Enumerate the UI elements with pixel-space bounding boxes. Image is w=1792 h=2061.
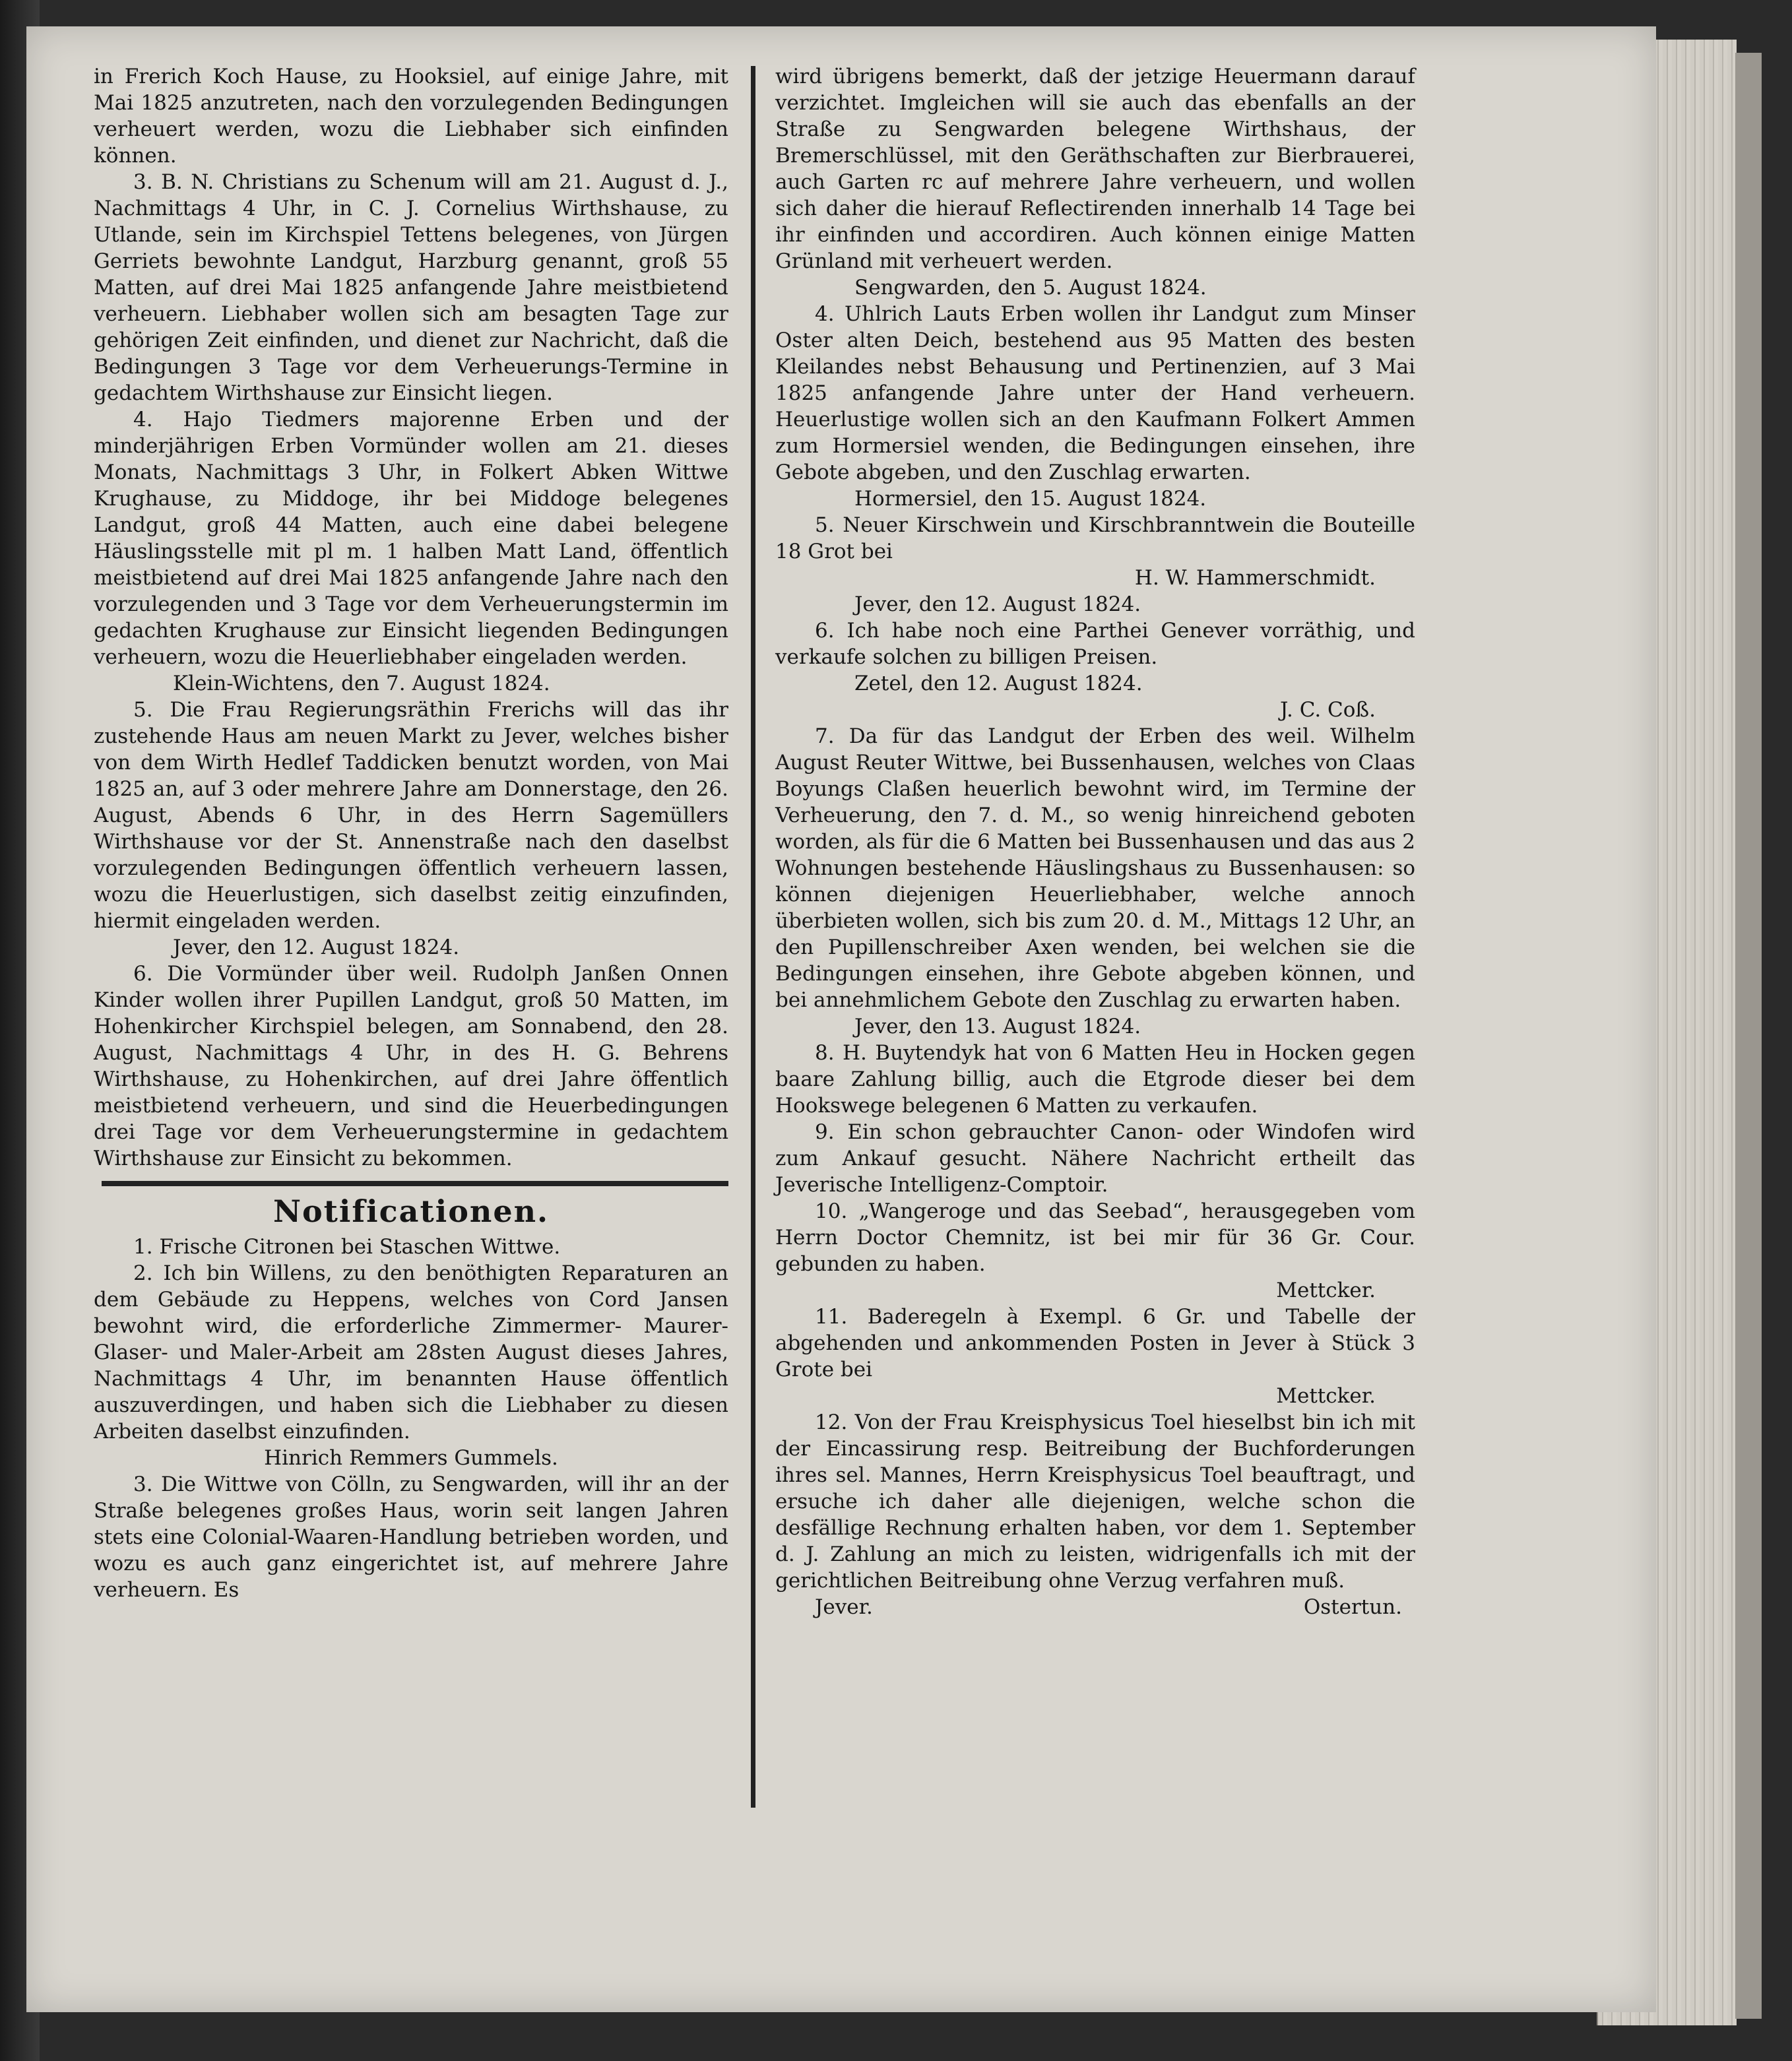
- section-title: Notificationen.: [272, 1193, 550, 1229]
- notification-5: 5. Neuer Kirschwein und Kirschbranntwein die Bouteille 18 Grot bei: [775, 513, 1415, 563]
- column-divider: [751, 66, 755, 1808]
- notification-11-signature: Mettcker.: [1276, 1384, 1376, 1408]
- notification-5-signature: H. W. Hammerschmidt.: [1134, 566, 1376, 590]
- notification-3-date: Sengwarden, den 5. August 1824.: [854, 276, 1207, 300]
- notification-1: 1. Frische Citronen bei Staschen Wittwe.: [133, 1235, 561, 1259]
- notification-9: 9. Ein schon gebrauchter Canon- oder Windofen wird zum Ankauf gesucht. Nähere Nachricht ertheilt das Jeverische Intelligenz-Comptoir.: [775, 1120, 1415, 1197]
- notification-10-signature: Mettcker.: [1276, 1279, 1376, 1302]
- notification-7: 7. Da für das Landgut der Erben des weil. Wilhelm August Reuter Wittwe, bei Bussenhausen, welches von Claas Boyungs Claßen heuerlich bewohnt wird, im Termine der Verheuerung, den 7. d. M., so wenig hinreichend geboten worden, als für die 6 Matten bei Bussenhausen und das aus 2 Wohnungen bestehende Häuslingshaus zu Bussenhausen: so können diejenigen Heuerliebhaber, welche annoch überbieten wollen, sich bis zum 20. d. M., Mittags 12 Uhr, an den Pupillenschreiber Axen wenden, bei welchen sie die Bedingungen einsehen, ihre Gebote abgeben können, und bei annehmlichem Gebote den Zuschlag zu erwarten haben.: [775, 724, 1415, 1012]
- notification-3: 3. Die Wittwe von Cölln, zu Sengwarden, will ihr an der Straße belegenes großes Haus, worin seit langen Jahren stets eine Colonial-Waaren-Handlung betrieben worden, und wozu es auch ganz eingerichtet ist, auf mehrere Jahre verheuern. Es: [94, 1473, 728, 1602]
- notice-4-date: Klein-Wichtens, den 7. August 1824.: [173, 672, 550, 695]
- notification-4: 4. Uhlrich Lauts Erben wollen ihr Landgut zum Minser Oster alten Deich, bestehend aus 95 Matten des besten Kleilandes nebst Behausung und Pertinenzien, auf 3 Mai 1825 anfangende Jahre unter der Hand verheuern. Heuerlustige wollen sich an den Kaufmann Folkert Ammen zum Hormersiel wenden, die Bedingungen einsehen, ihre Gebote abgeben, und den Zuschlag erwarten.: [775, 302, 1415, 484]
- notification-2-signature: Hinrich Remmers Gummels.: [264, 1446, 558, 1470]
- notification-5-date: Jever, den 12. August 1824.: [854, 592, 1141, 616]
- notification-12-place: Jever.: [815, 1595, 873, 1619]
- notification-12-signature: Ostertun.: [1303, 1595, 1402, 1619]
- right-column: [775, 63, 1415, 1620]
- notice-5-date: Jever, den 12. August 1824.: [173, 935, 460, 959]
- notice-6: 6. Die Vormünder über weil. Rudolph Janßen Onnen Kinder wollen ihrer Pupillen Landgut, groß 50 Matten, im Hohenkircher Kirchspiel belegen, am Sonnabend, den 28. August, Nachmittags 4 Uhr, in des H. G. Behrens Wirthshause, zu Hohenkirchen, auf drei Jahre öffentlich meistbietend verheuern, und sind die Heuerbedingungen drei Tage vor dem Verheuerungstermine in gedachtem Wirthshause zur Einsicht zu bekommen.: [94, 962, 728, 1170]
- notification-6-date: Zetel, den 12. August 1824.: [854, 672, 1143, 695]
- notification-11: 11. Baderegeln à Exempl. 6 Gr. und Tabelle der abgehenden und ankommenden Posten in Jever à Stück 3 Grote bei: [775, 1305, 1415, 1381]
- notification-6: 6. Ich habe noch eine Parthei Genever vorräthig, und verkaufe solchen zu billigen Preisen.: [775, 619, 1415, 669]
- notification-4-date: Hormersiel, den 15. August 1824.: [854, 487, 1207, 511]
- notification-12-footer: [775, 1594, 1415, 1620]
- notification-8: 8. H. Buytendyk hat von 6 Matten Heu in Hocken gegen baare Zahlung billig, auch die Etgrode dieser bei dem Hookswege belegenen 6 Matten zu verkaufen.: [775, 1041, 1415, 1118]
- page-stack-shadow: [1735, 53, 1762, 2019]
- notice-4: 4. Hajo Tiedmers majorenne Erben und der minderjährigen Erben Vormünder wollen am 21. dieses Monats, Nachmittags 3 Uhr, in Folkert Abken Wittwe Krughause, zu Middoge, ihr bei Middoge belegenes Landgut, groß 44 Matten, auch eine dabei belegene Häuslingsstelle mit pl m. 1 halben Matt Land, öffentlich meistbietend auf drei Mai 1825 anfangende Jahre nach den vorzulegenden und 3 Tage vor dem Verheuerungstermin im gedachten Krughause zur Einsicht liegenden Bedingungen verheuern, wozu die Heuerliebhaber eingeladen werden.: [94, 408, 728, 669]
- notice-continuation: in Frerich Koch Hause, zu Hooksiel, auf einige Jahre, mit Mai 1825 anzutreten, nach den vorzulegenden Bedingungen verheuert werden, wozu die Liebhaber sich einfinden können.: [94, 65, 728, 168]
- notification-6-signature: J. C. Coß.: [1280, 698, 1376, 722]
- notification-7-date: Jever, den 13. August 1824.: [854, 1015, 1141, 1038]
- notification-12: 12. Von der Frau Kreisphysicus Toel hieselbst bin ich mit der Eincassirung resp. Beitreibung der Buchforderungen ihres sel. Mannes, Herrn Kreisphysicus Toel beauftragt, und ersuche ich daher alle diejenigen, welche schon die desfällige Rechnung erhalten haben, vor dem 1. September d. J. Zahlung an mich zu leisten, widrigenfalls ich mit der gerichtlichen Beitreibung ohne Verzug verfahren muß.: [775, 1411, 1415, 1593]
- left-column: [94, 63, 728, 1603]
- notice-3: 3. B. N. Christians zu Schenum will am 21. August d. J., Nachmittags 4 Uhr, in C. J. Cornelius Wirthshause, zu Utlande, sein im Kirchspiel Tettens belegenes, von Jürgen Gerriets bewohnte Landgut, Harzburg genannt, groß 55 Matten, auf drei Mai 1825 anfangende Jahre meistbietend verheuern. Liebhaber wollen sich am besagten Tage zur gehörigen Zeit einfinden, und dienet zur Nachricht, daß die Bedingungen 3 Tage vor dem Verheuerungs-Termine in gedachtem Wirthshause zur Einsicht liegen.: [94, 170, 728, 405]
- notification-3-continued: wird übrigens bemerkt, daß der jetzige Heuermann darauf verzichtet. Imgleichen will sie auch das ebenfalls an der Straße zu Sengwarden belegene Wirthshaus, der Bremerschlüssel, mit den Geräthschaften zur Bierbrauerei, auch Garten rc auf mehrere Jahre verheuern, und wollen sich daher die hierauf Reflectirenden innerhalb 14 Tage bei ihr einfinden und accordiren. Auch können einige Matten Grünland mit verheuert werden.: [775, 65, 1415, 273]
- notification-10: 10. „Wangeroge und das Seebad“, herausgegeben vom Herrn Doctor Chemnitz, ist bei mir für 36 Gr. Cour. gebunden zu haben.: [775, 1199, 1415, 1276]
- notice-5: 5. Die Frau Regierungsräthin Frerichs will das ihr zustehende Haus am neuen Markt zu Jever, welches bisher von dem Wirth Hedlef Taddicken benutzt worden, von Mai 1825 an, auf 3 oder mehrere Jahre am Donnerstage, den 26. August, Abends 6 Uhr, in des Herrn Sagemüllers Wirthshause vor der St. Annenstraße nach den daselbst vorzulegenden Bedingungen öffentlich verheuern lassen, wozu die Heuerlustigen, sich daselbst zeitig einzufinden, hiermit eingeladen werden.: [94, 698, 728, 933]
- notification-2: 2. Ich bin Willens, zu den benöthigten Reparaturen an dem Gebäude zu Heppens, welches von Cord Jansen bewohnt wird, die erforderliche Zimmermer- Maurer- Glaser- und Maler-Arbeit am 28sten August dieses Jahres, Nachmittags 4 Uhr, im benannten Hause öffentlich auszuverdingen, und haben sich die Liebhaber zu diesen Arbeiten daselbst einzufinden.: [94, 1261, 728, 1443]
- section-rule: [102, 1181, 728, 1186]
